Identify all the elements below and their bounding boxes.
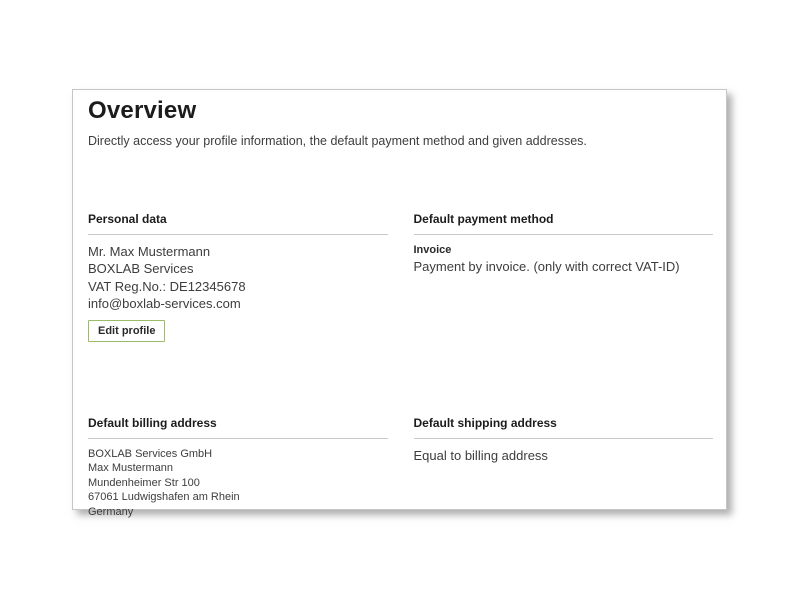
- personal-data-heading: Personal data: [88, 212, 388, 235]
- payment-method-name: Invoice: [413, 243, 452, 256]
- billing-city: 67061 Ludwigshafen am Rhein: [88, 491, 240, 504]
- personal-data-section: [88, 212, 388, 416]
- billing-address-heading: Default billing address: [88, 416, 388, 439]
- shipping-address-section: [414, 416, 714, 520]
- page-title: Overview: [88, 97, 197, 124]
- billing-address-lines: [88, 447, 388, 520]
- billing-country: Germany: [88, 505, 134, 518]
- page-subtitle: Directly access your profile information, the default payment method and given addresses.: [88, 133, 587, 148]
- billing-name: Max Mustermann: [88, 462, 173, 475]
- edit-profile-button[interactable]: Edit profile: [88, 320, 165, 342]
- shipping-address-note: Equal to billing address: [413, 447, 548, 463]
- bottom-sections-row: [88, 416, 713, 520]
- billing-street: Mundenheimer Str 100: [88, 476, 200, 489]
- personal-email: info@boxlab-services.com: [88, 296, 241, 312]
- payment-method-heading: Default payment method: [414, 212, 714, 235]
- overview-card: [72, 89, 727, 518]
- shipping-address-heading: Default shipping address: [414, 416, 714, 439]
- billing-company: BOXLAB Services GmbH: [88, 447, 213, 460]
- payment-method-description: Payment by invoice. (only with correct VAT-ID): [413, 258, 680, 274]
- payment-method-section: [414, 212, 714, 416]
- top-sections-row: [88, 212, 713, 416]
- personal-name: Mr. Max Mustermann: [88, 243, 211, 259]
- personal-data-lines: [88, 243, 388, 313]
- billing-address-section: [88, 416, 388, 520]
- personal-vat: VAT Reg.No.: DE12345678: [88, 278, 246, 294]
- personal-company: BOXLAB Services: [88, 261, 194, 277]
